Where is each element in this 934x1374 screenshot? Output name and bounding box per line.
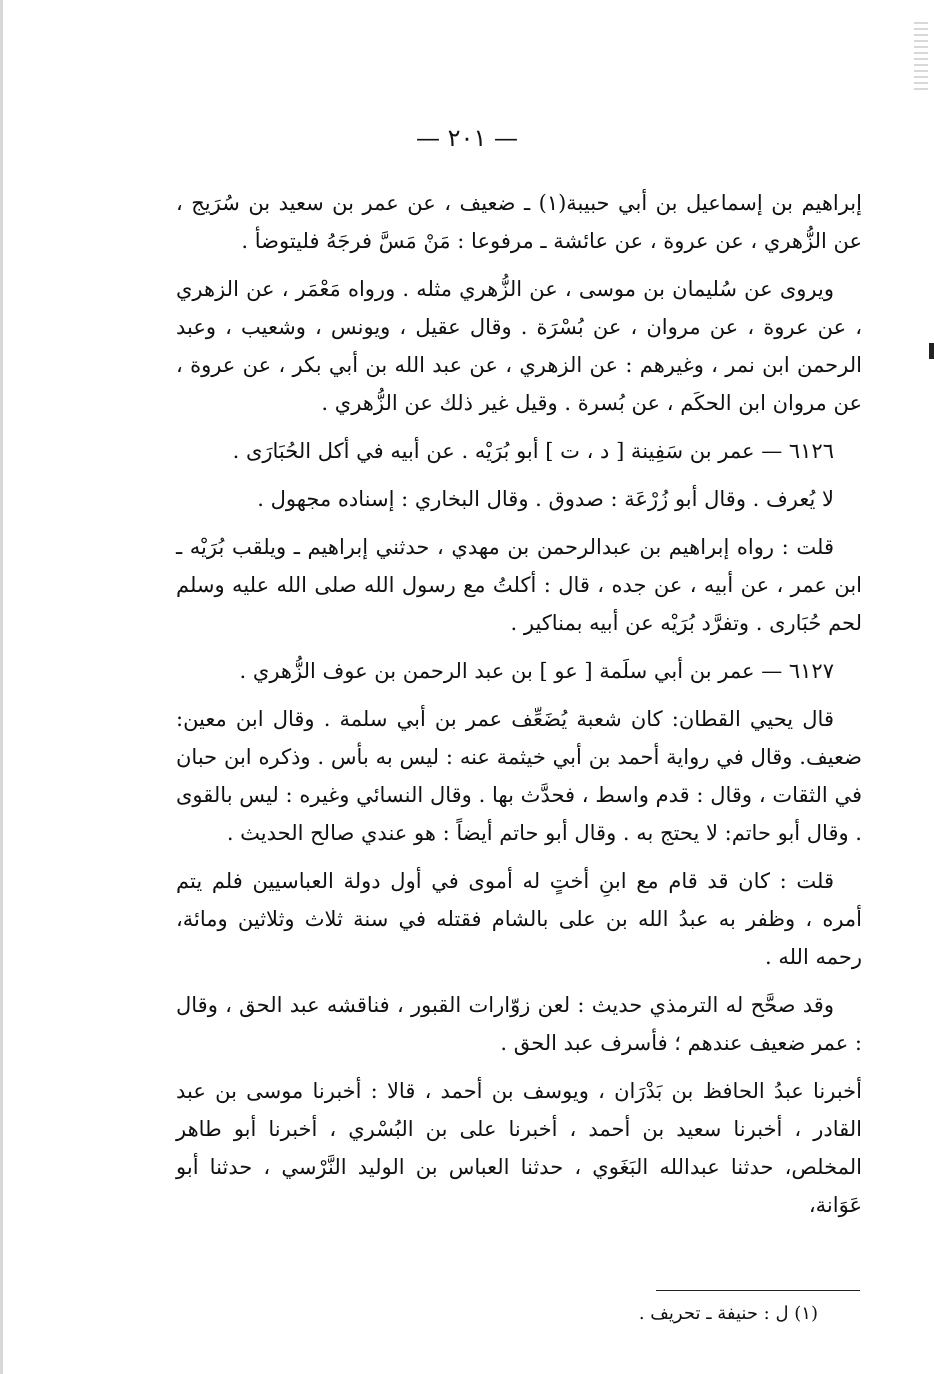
paragraph-tirmidhi-note: وقد صحَّح له الترمذي حديث : لعن زوّارات القبور ، فناقشه عبد الحق ، وقال : عمر ضعيف عندهم ؛ فأسرف عبد الحق . — [176, 993, 862, 1055]
page-edge-shadow — [0, 0, 3, 1374]
footnote-divider — [656, 1290, 860, 1291]
scan-mark-top — [914, 22, 928, 92]
entry-heading-6127: ٦١٢٧ — عمر بن أبي سلَمة [ عو ] بن عبد الرحمن بن عوف الزُّهري . — [239, 659, 834, 683]
paragraph-comment-6127: قلت : كان قد قام مع ابنِ أختٍ له أموى في أول دولة العباسيين فلم يتم أمره ، وظفر به عبدُ الله بن على بالشام فقتله في سنة ثلاث وثلاثين ومائة، رحمه الله . — [176, 869, 862, 969]
paragraph-grading-6126: لا يُعرف . وقال أبو زُرْعَة : صدوق . وقال البخاري : إسناده مجهول . — [257, 487, 834, 511]
paragraph-grading-6127: قال يحيي القطان: كان شعبة يُضَعِّف عمر بن أبي سلمة . وقال ابن معين: ضعيف. وقال في رواية أحمد بن أبي خيثمة عنه : ليس به بأس . وذكره ابن حبان في الثقات ، وقال : قدم واسط ، فحدَّث بها . وقال النسائي وغيره : ليس بالقوى . وقال أبو حاتم: لا يحتج به . وقال أبو حاتم أيضاً : هو عندي صالح الحديث . — [176, 707, 862, 845]
paragraph-narration-chains: ويروى عن سُليمان بن موسى ، عن الزُّهري مثله . ورواه مَعْمَر ، عن الزهري ، عن عروة ، عن مروان ، عن بُسْرَة . وقال عقيل ، ويونس ، وشعيب ، وعبد الرحمن ابن نمر ، وغيرهم : عن الزهري ، عن عبد الله بن أبي بكر ، عن عروة ، عن مروان ابن الحكَم ، عن بُسرة . وقيل غير ذلك عن الزُّهري . — [176, 277, 862, 415]
page-number: — ٢٠١ — — [416, 124, 518, 152]
scan-mark-margin — [929, 343, 934, 359]
paragraph-comment-6126: قلت : رواه إبراهيم بن عبدالرحمن بن مهدي ، حدثني إبراهيم ـ ويلقب بُرَيْه ـ ابن عمر ، عن أبيه ، عن جده ، قال : أكلتُ مع رسول الله صلى الله عليه وسلم لحم حُبَارى . وتفرَّد بُرَيْه عن أبيه بمناكير . — [176, 535, 862, 635]
paragraph-hadith-opening: إبراهيم بن إسماعيل بن أبي حبيبة(١) ـ ضعيف ، عن عمر بن سعيد بن سُرَيج ، عن الزُّهري ، عن عروة ، عن عائشة ـ مرفوعا : مَنْ مَسَّ فرجَهُ فليتوضأ . — [176, 191, 862, 253]
main-text — [176, 184, 862, 1234]
footnote: (١) ل : حنيفة ـ تحريف . — [638, 1303, 818, 1324]
entry-heading-6126: ٦١٢٦ — عمر بن سَفِينة [ د ، ت ] أبو بُرَيْه . عن أبيه في أكل الحُبَارَى . — [232, 439, 834, 463]
paragraph-isnad: أخبرنا عبدُ الحافظ بن بَدْرَان ، ويوسف بن أحمد ، قالا : أخبرنا موسى بن عبد القادر ، أخبرنا سعيد بن أحمد ، أخبرنا على بن البُسْري ، أخبرنا أبو طاهر المخلص، حدثنا عبدالله البَغَوي ، حدثنا العباس بن الوليد النَّرْسي ، حدثنا أبو عَوَانة، — [176, 1079, 862, 1217]
